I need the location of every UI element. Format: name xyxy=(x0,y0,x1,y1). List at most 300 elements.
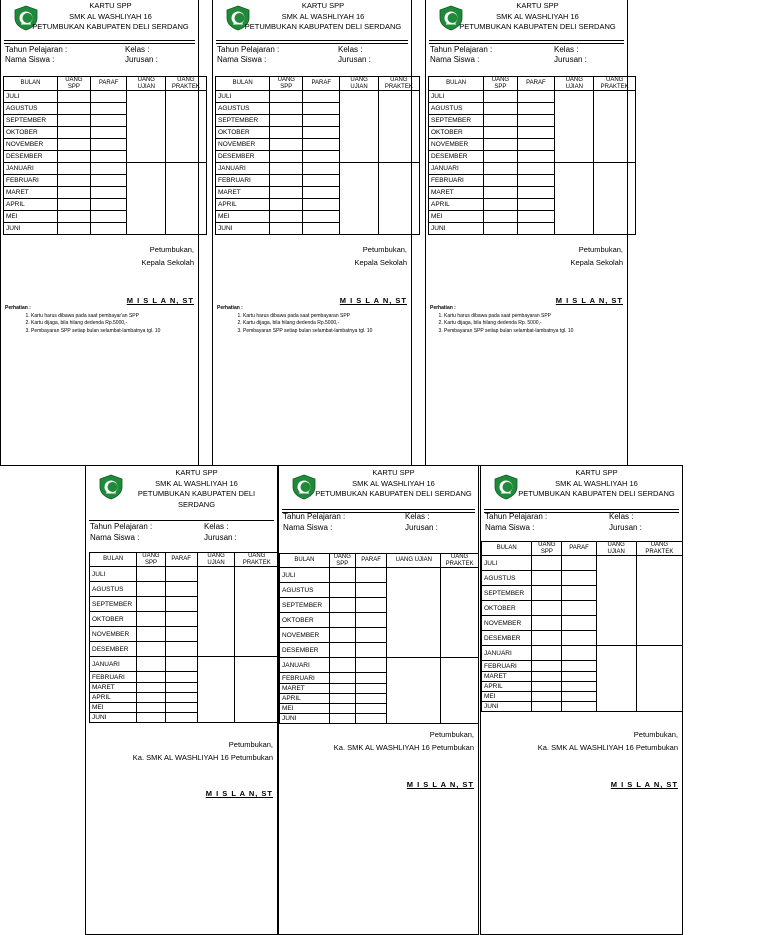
month-cell: FEBRUARI xyxy=(482,661,532,672)
paraf-cell[interactable] xyxy=(355,568,387,583)
spp-cell[interactable] xyxy=(137,683,165,693)
paraf-cell[interactable] xyxy=(303,175,340,187)
spp-cell[interactable] xyxy=(532,682,562,692)
signature-block xyxy=(34,243,194,269)
kelas-label: Kelas : xyxy=(204,522,229,531)
spp-cell[interactable] xyxy=(484,115,518,127)
paraf-cell[interactable] xyxy=(517,199,554,211)
paraf-cell[interactable] xyxy=(165,597,197,612)
spp-cell[interactable] xyxy=(58,223,91,235)
praktek-cell[interactable] xyxy=(594,91,635,163)
paraf-cell[interactable] xyxy=(165,703,197,713)
ujian-cell[interactable] xyxy=(555,163,594,235)
spp-cell[interactable] xyxy=(484,199,518,211)
sig-role: Kepala Sekolah xyxy=(354,258,407,267)
spp-card xyxy=(425,0,628,466)
paraf-cell[interactable] xyxy=(517,211,554,223)
ujian-cell[interactable] xyxy=(596,646,636,712)
spp-card xyxy=(278,465,479,935)
paraf-cell[interactable] xyxy=(90,127,127,139)
column-header: PARAF xyxy=(90,77,127,91)
table-row xyxy=(429,91,636,103)
spp-cell[interactable] xyxy=(270,127,303,139)
paraf-cell[interactable] xyxy=(562,702,596,712)
month-cell: NOVEMBER xyxy=(216,139,270,151)
spp-cell[interactable] xyxy=(484,91,518,103)
praktek-cell[interactable] xyxy=(235,657,279,723)
month-cell: DESEMBER xyxy=(216,151,270,163)
principal-name: M I S L A N, ST xyxy=(555,296,623,305)
spp-cell[interactable] xyxy=(58,103,91,115)
paraf-cell[interactable] xyxy=(303,187,340,199)
principal-name: M I S L A N, ST xyxy=(339,296,407,305)
sig-role: Ka. SMK AL WASHLIYAH 16 Petumbukan xyxy=(537,743,678,752)
paraf-cell[interactable] xyxy=(90,211,127,223)
ujian-cell[interactable] xyxy=(555,91,594,163)
column-header: UANG UJIAN xyxy=(387,554,441,568)
spp-cell[interactable] xyxy=(58,127,91,139)
month-cell: AGUSTUS xyxy=(482,571,532,586)
paraf-cell[interactable] xyxy=(355,643,387,658)
title-line: KARTU SPP xyxy=(516,1,559,10)
title-line: KARTU SPP xyxy=(175,468,218,477)
spp-cell[interactable] xyxy=(58,139,91,151)
column-header: BULAN xyxy=(280,554,330,568)
spp-cell[interactable] xyxy=(270,175,303,187)
paraf-cell[interactable] xyxy=(303,91,340,103)
column-header: UANG SPP xyxy=(329,554,355,568)
title-line: PETUMBUKAN KABUPATEN DELI xyxy=(137,489,256,498)
paraf-cell[interactable] xyxy=(90,223,127,235)
month-cell: JANUARI xyxy=(216,163,270,175)
spp-cell[interactable] xyxy=(329,568,355,583)
month-cell: OKTOBER xyxy=(429,127,484,139)
spp-cell[interactable] xyxy=(270,151,303,163)
spp-cell[interactable] xyxy=(484,187,518,199)
paraf-cell[interactable] xyxy=(517,127,554,139)
paraf-cell[interactable] xyxy=(303,115,340,127)
ujian-cell[interactable] xyxy=(596,556,636,646)
title-line: KARTU SPP xyxy=(575,468,618,477)
signature-block xyxy=(90,738,273,764)
header-rule xyxy=(89,520,274,521)
paraf-cell[interactable] xyxy=(165,672,197,683)
spp-cell[interactable] xyxy=(484,163,518,175)
month-cell: FEBRUARI xyxy=(280,673,330,684)
month-cell: NOVEMBER xyxy=(90,627,137,642)
spp-cell[interactable] xyxy=(329,613,355,628)
note-item: 1. Kartu harus dibawa pada saat pembayaran SPP xyxy=(444,313,620,321)
paraf-cell[interactable] xyxy=(562,692,596,702)
paraf-cell[interactable] xyxy=(517,115,554,127)
column-header: UANG UJIAN xyxy=(127,77,166,91)
spp-cell[interactable] xyxy=(484,139,518,151)
paraf-cell[interactable] xyxy=(165,627,197,642)
praktek-cell[interactable] xyxy=(636,646,682,712)
paraf-cell[interactable] xyxy=(517,163,554,175)
kelas-label: Kelas : xyxy=(338,45,363,54)
spp-cell[interactable] xyxy=(329,583,355,598)
paraf-cell[interactable] xyxy=(165,612,197,627)
spp-cell[interactable] xyxy=(270,187,303,199)
note-item: 3. Pembayaran SPP setiap bulan selambat-lambatnya tgl. 10 xyxy=(444,328,620,336)
paraf-cell[interactable] xyxy=(562,601,596,616)
paraf-cell[interactable] xyxy=(90,163,127,175)
tahun-label: Tahun Pelajaran : xyxy=(430,45,493,54)
month-cell: JANUARI xyxy=(280,658,330,673)
spp-cell[interactable] xyxy=(532,631,562,646)
spp-cell[interactable] xyxy=(58,91,91,103)
paraf-cell[interactable] xyxy=(355,613,387,628)
month-cell: AGUSTUS xyxy=(216,103,270,115)
praktek-cell[interactable] xyxy=(594,163,635,235)
sig-role: Kepala Sekolah xyxy=(141,258,194,267)
paraf-cell[interactable] xyxy=(562,556,596,571)
paraf-cell[interactable] xyxy=(562,631,596,646)
paraf-cell[interactable] xyxy=(355,684,387,694)
notes-title: Perhatian : xyxy=(430,305,456,311)
spp-cell[interactable] xyxy=(137,693,165,703)
jurusan-label: Jurusan : xyxy=(338,55,371,64)
spp-cell[interactable] xyxy=(329,658,355,673)
table-header-row xyxy=(4,77,207,91)
title-line: SMK AL WASHLIYAH 16 xyxy=(555,478,638,488)
tahun-label: Tahun Pelajaran : xyxy=(5,45,68,54)
sig-place: Petumbukan, xyxy=(228,740,273,749)
table-row xyxy=(216,163,420,175)
header-rule xyxy=(216,43,408,44)
ujian-cell[interactable] xyxy=(340,163,379,235)
spp-cell[interactable] xyxy=(270,91,303,103)
paraf-cell[interactable] xyxy=(562,672,596,682)
paraf-cell[interactable] xyxy=(517,139,554,151)
spp-cell[interactable] xyxy=(58,175,91,187)
paraf-cell[interactable] xyxy=(355,704,387,714)
tahun-label: Tahun Pelajaran : xyxy=(217,45,280,54)
spp-cell[interactable] xyxy=(532,702,562,712)
month-cell: APRIL xyxy=(216,199,270,211)
month-cell: MEI xyxy=(216,211,270,223)
notes-list xyxy=(430,313,620,336)
praktek-cell[interactable] xyxy=(235,567,279,657)
spp-cell[interactable] xyxy=(532,661,562,672)
card-title xyxy=(29,1,192,33)
spp-cell[interactable] xyxy=(532,586,562,601)
payment-table xyxy=(481,541,683,712)
ujian-cell[interactable] xyxy=(197,657,235,723)
spp-cell[interactable] xyxy=(137,713,165,723)
praktek-cell[interactable] xyxy=(441,568,479,658)
payment-table xyxy=(89,552,279,723)
spp-cell[interactable] xyxy=(270,211,303,223)
praktek-cell[interactable] xyxy=(441,658,479,724)
month-cell: SEPTEMBER xyxy=(90,597,137,612)
column-header: PARAF xyxy=(303,77,340,91)
column-header: UANG PRAKTEK xyxy=(594,77,635,91)
month-cell: SEPTEMBER xyxy=(4,115,58,127)
spp-cell[interactable] xyxy=(137,672,165,683)
kelas-label: Kelas : xyxy=(125,45,150,54)
spp-cell[interactable] xyxy=(329,643,355,658)
praktek-cell[interactable] xyxy=(378,163,419,235)
spp-cell[interactable] xyxy=(532,571,562,586)
month-cell: DESEMBER xyxy=(90,642,137,657)
column-header: UANG SPP xyxy=(270,77,303,91)
tahun-label: Tahun Pelajaran : xyxy=(90,522,153,531)
paraf-cell[interactable] xyxy=(165,567,197,582)
month-cell: FEBRUARI xyxy=(90,672,137,683)
month-cell: JULI xyxy=(280,568,330,583)
column-header: UANG SPP xyxy=(484,77,518,91)
spp-cell[interactable] xyxy=(329,694,355,704)
table-row xyxy=(4,163,207,175)
paraf-cell[interactable] xyxy=(355,583,387,598)
spp-cell[interactable] xyxy=(58,115,91,127)
header-rule xyxy=(282,509,475,510)
notes-title: Perhatian : xyxy=(217,305,243,311)
spp-cell[interactable] xyxy=(484,103,518,115)
paraf-cell[interactable] xyxy=(90,187,127,199)
paraf-cell[interactable] xyxy=(355,673,387,684)
spp-cell[interactable] xyxy=(484,127,518,139)
paraf-cell[interactable] xyxy=(165,683,197,693)
sig-place: Petumbukan, xyxy=(149,245,194,254)
note-item: 1. Kartu harus dibawa pada saat pembayaran SPP xyxy=(243,313,407,321)
praktek-cell[interactable] xyxy=(166,91,207,163)
spp-cell[interactable] xyxy=(58,187,91,199)
spp-cell[interactable] xyxy=(137,627,165,642)
month-cell: FEBRUARI xyxy=(429,175,484,187)
title-line: SMK AL WASHLIYAH 16 xyxy=(281,11,365,21)
spp-cell[interactable] xyxy=(270,163,303,175)
card-title xyxy=(241,1,405,33)
spp-cell[interactable] xyxy=(484,175,518,187)
paraf-cell[interactable] xyxy=(517,223,554,235)
paraf-cell[interactable] xyxy=(165,657,197,672)
month-cell: MEI xyxy=(482,692,532,702)
spp-cell[interactable] xyxy=(137,657,165,672)
paraf-cell[interactable] xyxy=(303,211,340,223)
title-line: PETUMBUKAN KABUPATEN DELI SERDANG xyxy=(244,22,402,31)
month-cell: DESEMBER xyxy=(482,631,532,646)
paraf-cell[interactable] xyxy=(562,616,596,631)
note-item: 3. Pembayaran SPP setiap bulan selambat-lambatnya tgl. 10 xyxy=(31,328,195,336)
month-cell: AGUSTUS xyxy=(90,582,137,597)
paraf-cell[interactable] xyxy=(562,661,596,672)
column-header: BULAN xyxy=(216,77,270,91)
paraf-cell[interactable] xyxy=(355,628,387,643)
ujian-cell[interactable] xyxy=(387,658,441,724)
month-cell: OKTOBER xyxy=(4,127,58,139)
spp-cell[interactable] xyxy=(270,223,303,235)
month-cell: JANUARI xyxy=(4,163,58,175)
paraf-cell[interactable] xyxy=(517,103,554,115)
paraf-cell[interactable] xyxy=(90,139,127,151)
spp-cell[interactable] xyxy=(270,115,303,127)
paraf-cell[interactable] xyxy=(90,199,127,211)
paraf-cell[interactable] xyxy=(517,91,554,103)
paraf-cell[interactable] xyxy=(562,682,596,692)
signature-block xyxy=(485,728,678,754)
table-row xyxy=(280,658,479,673)
month-cell: MARET xyxy=(216,187,270,199)
month-cell: DESEMBER xyxy=(429,151,484,163)
ujian-cell[interactable] xyxy=(127,91,166,163)
paraf-cell[interactable] xyxy=(517,187,554,199)
nama-label: Nama Siswa : xyxy=(430,55,480,64)
header-rule xyxy=(216,40,408,41)
spp-cell[interactable] xyxy=(137,597,165,612)
month-cell: AGUSTUS xyxy=(429,103,484,115)
notes xyxy=(5,305,195,335)
month-cell: MARET xyxy=(482,672,532,682)
spp-cell[interactable] xyxy=(58,163,91,175)
praktek-cell[interactable] xyxy=(166,163,207,235)
spp-cell[interactable] xyxy=(270,103,303,115)
paraf-cell[interactable] xyxy=(355,694,387,704)
spp-cell[interactable] xyxy=(532,692,562,702)
paraf-cell[interactable] xyxy=(90,115,127,127)
paraf-cell[interactable] xyxy=(303,127,340,139)
paraf-cell[interactable] xyxy=(90,151,127,163)
paraf-cell[interactable] xyxy=(165,693,197,703)
column-header: PARAF xyxy=(165,553,197,567)
spp-cell[interactable] xyxy=(532,601,562,616)
sig-place: Petumbukan, xyxy=(578,245,623,254)
paraf-cell[interactable] xyxy=(303,223,340,235)
month-cell: JULI xyxy=(4,91,58,103)
month-cell: SEPTEMBER xyxy=(280,598,330,613)
spp-cell[interactable] xyxy=(58,151,91,163)
spp-cell[interactable] xyxy=(532,646,562,661)
kelas-label: Kelas : xyxy=(405,512,430,521)
paraf-cell[interactable] xyxy=(355,598,387,613)
title-line: PETUMBUKAN KABUPATEN DELI SERDANG xyxy=(518,489,675,498)
title-line: KARTU SPP xyxy=(89,1,132,10)
spp-cell[interactable] xyxy=(137,582,165,597)
ujian-cell[interactable] xyxy=(197,567,235,657)
spp-cell[interactable] xyxy=(137,612,165,627)
column-header: BULAN xyxy=(429,77,484,91)
title-line: PETUMBUKAN KABUPATEN DELI SERDANG xyxy=(315,489,472,498)
month-cell: AGUSTUS xyxy=(280,583,330,598)
spp-cell[interactable] xyxy=(58,211,91,223)
paraf-cell[interactable] xyxy=(303,139,340,151)
table-header-row xyxy=(280,554,479,568)
praktek-cell[interactable] xyxy=(636,556,682,646)
jurusan-label: Jurusan : xyxy=(204,533,237,542)
nama-label: Nama Siswa : xyxy=(485,523,535,532)
paraf-cell[interactable] xyxy=(562,646,596,661)
spp-card xyxy=(212,0,412,466)
payment-table xyxy=(215,76,420,235)
paraf-cell[interactable] xyxy=(303,103,340,115)
spp-cell[interactable] xyxy=(484,211,518,223)
paraf-cell[interactable] xyxy=(562,586,596,601)
principal-name: M I S L A N, ST xyxy=(406,780,474,789)
ujian-cell[interactable] xyxy=(127,163,166,235)
column-header: PARAF xyxy=(517,77,554,91)
paraf-cell[interactable] xyxy=(165,642,197,657)
table-row xyxy=(90,657,279,672)
spp-cell[interactable] xyxy=(532,672,562,682)
spp-cell[interactable] xyxy=(329,673,355,684)
spp-cell[interactable] xyxy=(329,628,355,643)
paraf-cell[interactable] xyxy=(562,571,596,586)
spp-cell[interactable] xyxy=(137,642,165,657)
month-cell: JUNI xyxy=(216,223,270,235)
card-title xyxy=(454,1,621,33)
column-header: BULAN xyxy=(90,553,137,567)
month-cell: APRIL xyxy=(429,199,484,211)
paraf-cell[interactable] xyxy=(90,103,127,115)
spp-cell[interactable] xyxy=(532,556,562,571)
tahun-label: Tahun Pelajaran : xyxy=(485,512,548,521)
signature-block xyxy=(247,243,407,269)
paraf-cell[interactable] xyxy=(517,151,554,163)
column-header: UANG PRAKTEK xyxy=(166,77,207,91)
praktek-cell[interactable] xyxy=(378,91,419,163)
spp-cell[interactable] xyxy=(329,684,355,694)
month-cell: OKTOBER xyxy=(280,613,330,628)
spp-cell[interactable] xyxy=(484,223,518,235)
paraf-cell[interactable] xyxy=(355,714,387,724)
note-item: 2. Kartu dijaga, bila hilang dedenda Rp.5000,- xyxy=(31,320,195,328)
month-cell: SEPTEMBER xyxy=(429,115,484,127)
paraf-cell[interactable] xyxy=(517,175,554,187)
spp-cell[interactable] xyxy=(329,714,355,724)
spp-cell[interactable] xyxy=(137,703,165,713)
month-cell: MARET xyxy=(429,187,484,199)
month-cell: FEBRUARI xyxy=(216,175,270,187)
paraf-cell[interactable] xyxy=(303,163,340,175)
spp-cell[interactable] xyxy=(329,704,355,714)
spp-cell[interactable] xyxy=(270,139,303,151)
spp-cell[interactable] xyxy=(532,616,562,631)
jurusan-label: Jurusan : xyxy=(405,523,438,532)
column-header: BULAN xyxy=(4,77,58,91)
paraf-cell[interactable] xyxy=(90,91,127,103)
spp-cell[interactable] xyxy=(58,199,91,211)
table-row xyxy=(4,91,207,103)
spp-cell[interactable] xyxy=(270,199,303,211)
paraf-cell[interactable] xyxy=(90,175,127,187)
paraf-cell[interactable] xyxy=(355,658,387,673)
note-item: 2. Kartu dijaga, bila hilang dedenda Rp. 5000,- xyxy=(444,320,620,328)
table-header-row xyxy=(482,542,683,556)
month-cell: NOVEMBER xyxy=(482,616,532,631)
month-cell: OKTOBER xyxy=(90,612,137,627)
title-line: SMK AL WASHLIYAH 16 xyxy=(69,11,152,21)
column-header: UANG UJIAN xyxy=(340,77,379,91)
spp-cell[interactable] xyxy=(484,151,518,163)
column-header: BULAN xyxy=(482,542,532,556)
month-cell: DESEMBER xyxy=(4,151,58,163)
sig-place: Petumbukan, xyxy=(429,730,474,739)
paraf-cell[interactable] xyxy=(303,199,340,211)
ujian-cell[interactable] xyxy=(387,568,441,658)
note-item: 1. Kartu harus dibawa pada saat pembayar'an SPP xyxy=(31,313,195,321)
paraf-cell[interactable] xyxy=(165,713,197,723)
month-cell: MEI xyxy=(429,211,484,223)
table-row xyxy=(90,567,279,582)
spp-cell[interactable] xyxy=(137,567,165,582)
paraf-cell[interactable] xyxy=(165,582,197,597)
ujian-cell[interactable] xyxy=(340,91,379,163)
spp-cell[interactable] xyxy=(329,598,355,613)
paraf-cell[interactable] xyxy=(303,151,340,163)
sig-place: Petumbukan, xyxy=(362,245,407,254)
